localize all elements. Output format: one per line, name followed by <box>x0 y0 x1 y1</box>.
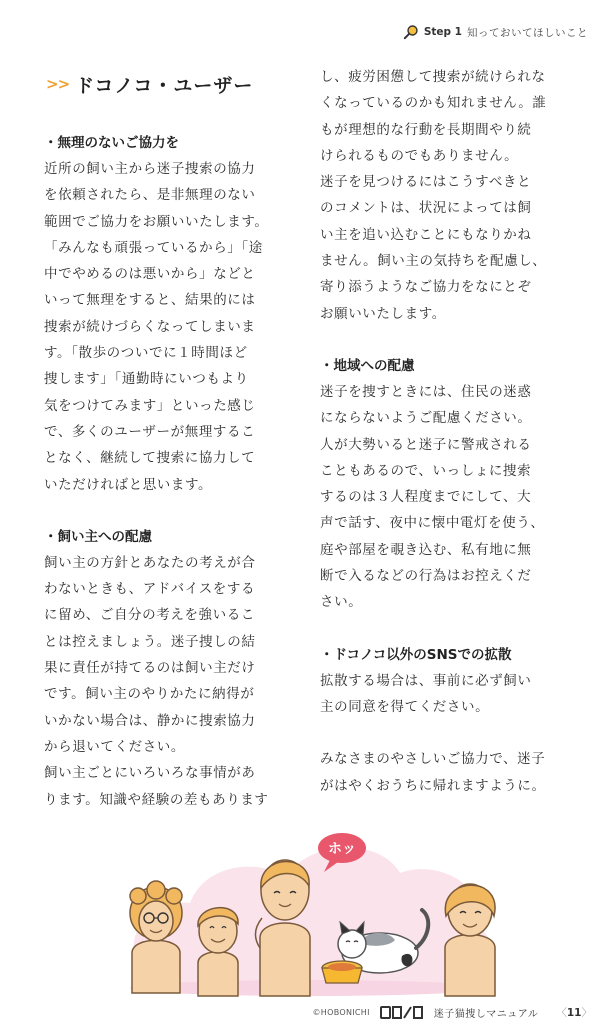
right-column <box>320 64 575 799</box>
section-title-text: ドコノコ・ユーザー <box>75 74 254 97</box>
magnifier-icon <box>403 24 419 40</box>
heading-community-consideration: ・地域への配慮 <box>320 357 415 374</box>
food-bowl <box>322 961 362 983</box>
background-cloud <box>134 847 493 983</box>
paragraph-other-sns: 拡散する場合は、事前に必ず飼い 主の同意を得てください。 <box>320 672 532 715</box>
page-number-value: 11 <box>566 1006 582 1019</box>
dokonoko-logo-icon <box>380 1004 424 1020</box>
copyright: ©HOBONICHI <box>312 1007 370 1017</box>
section-title <box>46 72 299 96</box>
page-bracket-close: 〉 <box>581 1006 592 1019</box>
manual-title: 迷子猫捜しマニュアル <box>433 1008 539 1020</box>
paragraph-closing: みなさまのやさしいご協力で、迷子 がはやくおうちに帰れますように。 <box>320 751 546 794</box>
page-number <box>556 1005 592 1020</box>
step-text: 知っておいてほしいこと <box>467 26 588 39</box>
left-column <box>44 64 299 813</box>
paragraph-community-consideration: 迷子を捜すときには、住民の迷惑 にならないようご配慮ください。 人が大勢いると迷子に警戒される こともあるので、いっしょに捜索 するのは３人程度までにして、大 声で話す、夜中に懐中電灯を使う、 庭や部屋を覗き込む、私有地に無 断で入るなどの行為はお控えくだ さい。 <box>320 383 545 611</box>
bubble-text: ホッ <box>328 841 356 857</box>
chevrons-icon: >> <box>46 75 70 93</box>
page-footer <box>313 1004 593 1020</box>
heading-cooperation: ・無理のないご協力を <box>44 135 179 151</box>
step-label: Step 1 <box>423 26 462 38</box>
paragraph-owner-consideration: 飼い主の方針とあなたの考えが合 わないときも、アドバイスをする に留め、ご自分の考えを強いるこ とは控えましょう。迷子捜しの結 果に責任が持てるのは飼い主だけ です。飼い主のやりかたに納得が いかない場合は、静かに捜索協力 から退いてください。 飼い主ごとにいろいろな事情があ ります。知識や経験の差もあります <box>44 554 269 808</box>
page-bracket-open: 〈 <box>556 1006 567 1019</box>
paragraph-owner-continued: し、疲労困憊して捜索が続けられな くなっているのかも知れません。誰 もが理想的な行動を長期間やり続 けられるものでもありません。 迷子を見つけるにはこうすべきと のコメントは、状況によっては飼 い主を追い込むことにもなりかね ません。飼い主の気持ちを配慮し、 寄り添うようなご協力をなにとぞ お願いいたします。 <box>320 69 547 322</box>
people-and-cat-illustration <box>110 818 510 998</box>
paragraph-cooperation: 近所の飼い主から迷子捜索の協力 を依頼されたら、是非無理のない 範囲でご協力をお願いいたします。 「みんなも頑張っているから」「途 中でやめるのは悪いから」などと いって無理をすると、結果的には 捜索が続けづらくなってしまいま す。「散歩のついでに１時間ほど 捜します」「通勤時にいつもより 気をつけてみます」といった感じ で、多くのユーザーが無理するこ となく、継続して捜索に協力して いただければと思います。 <box>44 161 269 493</box>
person-right-side <box>445 884 495 996</box>
step-header <box>403 24 588 40</box>
heading-owner-consideration: ・飼い主への配慮 <box>44 528 152 545</box>
heading-other-sns: ・ドコノコ以外のSNSでの拡散 <box>320 646 512 663</box>
